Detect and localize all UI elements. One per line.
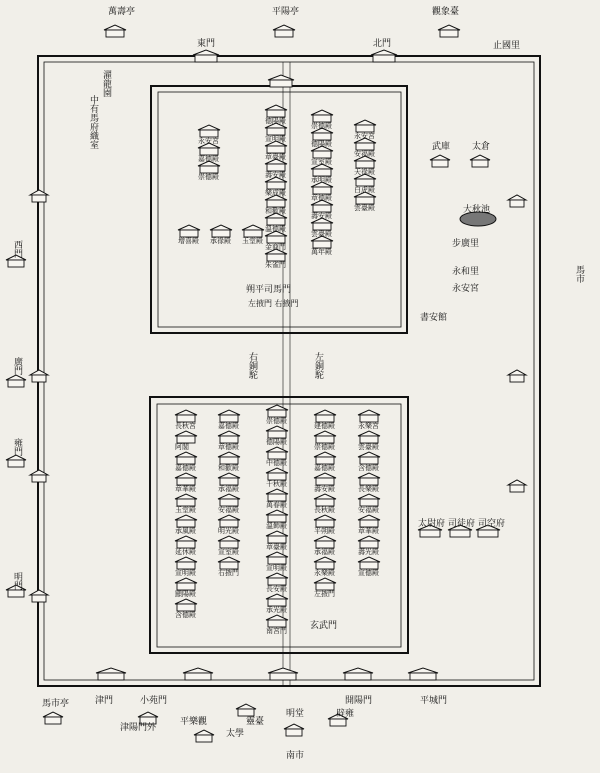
tower-label-top-left: 萬壽亭 bbox=[108, 7, 136, 17]
outer-label-south-market: 南市 bbox=[286, 751, 305, 761]
south-palace-hall-label: 左掖門 bbox=[314, 590, 335, 598]
palace-hall-icon bbox=[358, 536, 380, 548]
north-palace-hall-label: 德陽殿 bbox=[265, 117, 286, 125]
north-palace-hall-label: 壽安殿 bbox=[265, 171, 286, 179]
south-palace-gate-label: 玄武門 bbox=[310, 621, 338, 631]
east-gate-icon bbox=[508, 370, 526, 382]
palace-hall-icon bbox=[266, 531, 288, 543]
office-label-3: 司空府 bbox=[478, 519, 506, 529]
palace-hall-icon bbox=[358, 515, 380, 527]
south-palace-hall-label: 長秋宮 bbox=[175, 422, 196, 430]
palace-hall-icon bbox=[266, 594, 288, 606]
palace-hall-icon bbox=[314, 452, 336, 464]
south-gate-label-1: 津門 bbox=[95, 696, 114, 706]
south-palace-hall-label: 承光殿 bbox=[266, 606, 287, 614]
north-palace-hall-label: 章臺殿 bbox=[265, 153, 286, 161]
bronze-camel-right: 左銅駝 bbox=[313, 352, 323, 379]
north-palace-hall-label: 樂成殿 bbox=[265, 189, 286, 197]
north-palace-hall-label: 崇德殿 bbox=[311, 122, 332, 130]
west-gate-icon bbox=[30, 370, 48, 382]
north-palace-hall-label: 崇德殿 bbox=[198, 173, 219, 181]
north-palace-hall-label: 金商門 bbox=[265, 243, 286, 251]
outer-label-mingtang: 明堂 bbox=[286, 709, 305, 719]
bronze-camel-left: 右銅駝 bbox=[247, 352, 257, 379]
west-gate-icon bbox=[30, 590, 48, 602]
palace-hall-icon bbox=[354, 120, 376, 132]
palace-hall-icon bbox=[218, 494, 240, 506]
south-palace-hall-label: 宣室殿 bbox=[218, 548, 239, 556]
north-palace-hall-label: 章德殿 bbox=[311, 194, 332, 202]
palace-hall-icon bbox=[242, 225, 264, 237]
south-palace-hall-label: 長樂殿 bbox=[358, 485, 379, 493]
outer-city-wall-inner bbox=[44, 62, 534, 680]
gate-icon bbox=[371, 50, 397, 62]
palace-hall-icon bbox=[218, 473, 240, 485]
palace-hall-icon bbox=[218, 536, 240, 548]
market-label-right: 馬市 bbox=[574, 265, 584, 283]
south-palace-hall-label: 壽光殿 bbox=[358, 548, 379, 556]
palace-hall-icon bbox=[178, 225, 200, 237]
palace-hall-icon bbox=[218, 557, 240, 569]
palace-hall-icon bbox=[266, 573, 288, 585]
south-palace-hall-label: 宣明殿 bbox=[266, 564, 287, 572]
palace-hall-icon bbox=[266, 426, 288, 438]
south-palace-hall-label: 德陽殿 bbox=[266, 438, 287, 446]
garden-label: 濯龍園 bbox=[101, 70, 111, 97]
palace-hall-icon bbox=[358, 452, 380, 464]
south-palace-hall-label: 章臺殿 bbox=[266, 543, 287, 551]
palace-hall-icon bbox=[314, 410, 336, 422]
north-palace-gate-label: 朔平司馬門 bbox=[246, 285, 292, 295]
north-palace-hall-label: 天祿殿 bbox=[354, 168, 375, 176]
north-palace-hall-label: 宣明殿 bbox=[265, 135, 286, 143]
east-gate-icon bbox=[508, 195, 526, 207]
palace-hall-icon bbox=[314, 578, 336, 590]
palace-hall-icon bbox=[358, 494, 380, 506]
south-palace-hall-label: 右掖門 bbox=[218, 569, 239, 577]
west-gate-label-1: 西門 bbox=[12, 240, 22, 258]
palace-hall-icon bbox=[198, 125, 220, 137]
west-gate-label-3: 雍門 bbox=[12, 438, 22, 456]
palace-hall-icon bbox=[266, 468, 288, 480]
palace-hall-icon bbox=[314, 431, 336, 443]
north-palace-hall-label: 宣室殿 bbox=[311, 158, 332, 166]
south-palace-hall-label: 明光殿 bbox=[218, 527, 239, 535]
ward-label-r1: 永安宮 bbox=[452, 284, 480, 294]
outer-label-market-pavilion: 馬市亭 bbox=[42, 699, 70, 709]
north-palace-hall-label: 壽安殿 bbox=[311, 212, 332, 220]
north-palace-hall-label: 萬年殿 bbox=[311, 248, 332, 256]
palace-hall-icon bbox=[266, 552, 288, 564]
palace-hall-icon bbox=[314, 473, 336, 485]
south-palace-hall-label: 雲臺殿 bbox=[358, 443, 379, 451]
palace-hall-icon bbox=[175, 431, 197, 443]
garden-note: 中有馬府織室 bbox=[88, 95, 98, 149]
south-palace-hall-label: 章華殿 bbox=[358, 527, 379, 535]
south-palace-hall-label: 承福殿 bbox=[218, 485, 239, 493]
south-palace-hall-label: 阿閣 bbox=[175, 443, 189, 451]
palace-hall-icon bbox=[358, 473, 380, 485]
north-palace-hall-label: 嘉德殿 bbox=[198, 155, 219, 163]
north-palace-hall-label: 承祿殿 bbox=[210, 237, 231, 245]
pavilion-icon bbox=[470, 155, 490, 167]
south-gate-icon bbox=[96, 668, 126, 680]
ward-label-r3: 步廣里 bbox=[452, 239, 480, 249]
north-palace-hall-label: 白虎殿 bbox=[354, 186, 375, 194]
south-palace-hall-label: 嘉德殿 bbox=[218, 422, 239, 430]
north-palace-hall-label: 朱雀門 bbox=[265, 261, 286, 269]
palace-hall-icon bbox=[175, 515, 197, 527]
south-palace-hall-label: 壽安殿 bbox=[314, 485, 335, 493]
south-palace-hall-label: 長秋殿 bbox=[314, 506, 335, 514]
gate-label-top-right: 北門 bbox=[373, 39, 392, 49]
tower-icon bbox=[104, 25, 126, 37]
outer-pavilion-icon bbox=[6, 455, 26, 467]
outer-pavilion-icon bbox=[6, 375, 26, 387]
palace-hall-icon bbox=[358, 410, 380, 422]
palace-hall-icon bbox=[314, 515, 336, 527]
east-gate-icon bbox=[508, 480, 526, 492]
south-palace-hall-label: 章華殿 bbox=[175, 485, 196, 493]
south-palace-hall-label: 含德殿 bbox=[358, 464, 379, 472]
granary-label: 太倉 bbox=[472, 142, 491, 152]
gate-icon bbox=[193, 50, 219, 62]
tower-icon bbox=[273, 25, 295, 37]
south-palace-hall-label: 千秋殿 bbox=[266, 480, 287, 488]
palace-hall-icon bbox=[311, 110, 333, 122]
palace-hall-icon bbox=[175, 494, 197, 506]
outer-label-jinyang: 津陽門外 bbox=[120, 723, 157, 733]
south-gate-icon bbox=[183, 668, 213, 680]
west-gate-icon bbox=[30, 190, 48, 202]
south-palace-hall-label: 南宮門 bbox=[266, 627, 287, 635]
south-palace-hall-label: 萬春殿 bbox=[266, 501, 287, 509]
tower-icon bbox=[438, 25, 460, 37]
north-palace-hall-label: 雲臺殿 bbox=[311, 230, 332, 238]
palace-hall-icon bbox=[175, 473, 197, 485]
south-palace-hall-label: 崇德殿 bbox=[314, 443, 335, 451]
gate-label-top-left: 東門 bbox=[197, 39, 216, 49]
outer-building-icon bbox=[43, 712, 63, 724]
palace-hall-icon bbox=[175, 452, 197, 464]
south-gate-label-2: 小苑門 bbox=[140, 696, 168, 706]
palace-hall-icon bbox=[314, 557, 336, 569]
south-palace-hall-label: 延休殿 bbox=[175, 548, 196, 556]
ward-label-r2: 永和里 bbox=[452, 267, 480, 277]
south-palace-hall-label: 中德殿 bbox=[266, 459, 287, 467]
palace-hall-icon bbox=[266, 405, 288, 417]
outer-building-icon bbox=[284, 724, 304, 736]
west-gate-label-4: 明門 bbox=[12, 572, 22, 590]
south-palace-hall-label: 和歡殿 bbox=[218, 464, 239, 472]
outer-label-lingtai: 靈臺 bbox=[246, 717, 265, 727]
south-palace-hall-label: 玉堂殿 bbox=[175, 506, 196, 514]
south-palace-hall-label: 永樂殿 bbox=[314, 569, 335, 577]
outer-label-pingle: 平樂觀 bbox=[180, 717, 208, 727]
hall-label-right: 書安館 bbox=[420, 313, 448, 323]
south-gate-label-4: 平城門 bbox=[420, 696, 448, 706]
north-palace-hall-label: 玉堂殿 bbox=[242, 237, 263, 245]
office-label-1: 太尉府 bbox=[418, 519, 446, 529]
palace-hall-icon bbox=[210, 225, 232, 237]
south-gate-icon bbox=[408, 668, 438, 680]
palace-hall-icon bbox=[266, 615, 288, 627]
north-palace-hall-label: 雲臺殿 bbox=[354, 204, 375, 212]
palace-hall-icon bbox=[218, 452, 240, 464]
south-palace-hall-label: 顯陽殿 bbox=[175, 590, 196, 598]
north-palace-hall-label: 永安宮 bbox=[198, 137, 219, 145]
south-palace-hall-label: 安福殿 bbox=[218, 506, 239, 514]
south-palace-hall-label: 崇德殿 bbox=[266, 417, 287, 425]
south-palace-hall-label: 嘉德殿 bbox=[314, 464, 335, 472]
north-palace-hall-label: 增喜殿 bbox=[178, 237, 199, 245]
palace-hall-icon bbox=[314, 494, 336, 506]
palace-hall-icon bbox=[358, 557, 380, 569]
palace-hall-icon bbox=[175, 410, 197, 422]
outer-label-biyong: 辟雍 bbox=[336, 709, 355, 719]
south-palace-hall-label: 長安殿 bbox=[266, 585, 287, 593]
outer-building-icon bbox=[236, 704, 256, 716]
north-palace-gate-sub: 左掖門 右掖門 bbox=[248, 299, 299, 308]
palace-hall-icon bbox=[266, 447, 288, 459]
palace-hall-icon bbox=[218, 515, 240, 527]
palace-hall-icon bbox=[175, 578, 197, 590]
west-gate-label-2: 廣門 bbox=[12, 357, 22, 375]
palace-hall-icon bbox=[266, 489, 288, 501]
south-gate-icon bbox=[343, 668, 373, 680]
palace-hall-icon bbox=[175, 557, 197, 569]
office-label-2: 司徒府 bbox=[448, 519, 476, 529]
south-gate-label-3: 開陽門 bbox=[345, 696, 373, 706]
south-palace-hall-label: 永樂宮 bbox=[358, 422, 379, 430]
south-palace-hall-label: 建德殿 bbox=[314, 422, 335, 430]
south-palace-hall-label: 嘉德殿 bbox=[175, 464, 196, 472]
tower-label-top-mid: 平陽亭 bbox=[272, 7, 300, 17]
palace-hall-icon bbox=[358, 431, 380, 443]
north-palace-hall-label: 安福殿 bbox=[354, 150, 375, 158]
north-palace-hall-label: 和歡殿 bbox=[265, 207, 286, 215]
south-gate-icon bbox=[268, 668, 298, 680]
north-palace-hall-label: 永安宮 bbox=[354, 132, 375, 140]
armory-label: 武庫 bbox=[432, 142, 451, 152]
south-palace-hall-label: 宣德殿 bbox=[358, 569, 379, 577]
outer-building-icon bbox=[194, 730, 214, 742]
ward-label-top-right: 止國里 bbox=[493, 41, 521, 51]
south-palace-hall-label: 章德殿 bbox=[218, 443, 239, 451]
outer-city-wall bbox=[38, 56, 540, 686]
south-palace-hall-label: 承福殿 bbox=[314, 548, 335, 556]
tower-label-top-right: 觀象臺 bbox=[432, 7, 460, 17]
pavilion-icon bbox=[430, 155, 450, 167]
palace-hall-icon bbox=[266, 510, 288, 522]
palace-hall-icon bbox=[314, 536, 336, 548]
south-palace-hall-label: 安福殿 bbox=[358, 506, 379, 514]
south-palace-hall-label: 承風殿 bbox=[175, 527, 196, 535]
north-palace-hall-label: 溫德殿 bbox=[265, 225, 286, 233]
palace-hall-icon bbox=[175, 536, 197, 548]
south-palace-hall-label: 含德殿 bbox=[175, 611, 196, 619]
palace-hall-icon bbox=[218, 410, 240, 422]
north-palace-hall-label: 德陽殿 bbox=[311, 140, 332, 148]
palace-hall-icon bbox=[218, 431, 240, 443]
south-palace-hall-label: 平朔殿 bbox=[314, 527, 335, 535]
outer-label-taixue: 太學 bbox=[226, 729, 245, 739]
palace-hall-icon bbox=[175, 599, 197, 611]
palace-hall-icon bbox=[265, 105, 287, 117]
south-palace-hall-label: 宣明殿 bbox=[175, 569, 196, 577]
lake-label: 大秋池 bbox=[463, 205, 491, 215]
south-palace-hall-label: 溫飾殿 bbox=[266, 522, 287, 530]
north-palace-hall-label: 承明殿 bbox=[311, 176, 332, 184]
west-gate-icon bbox=[30, 470, 48, 482]
